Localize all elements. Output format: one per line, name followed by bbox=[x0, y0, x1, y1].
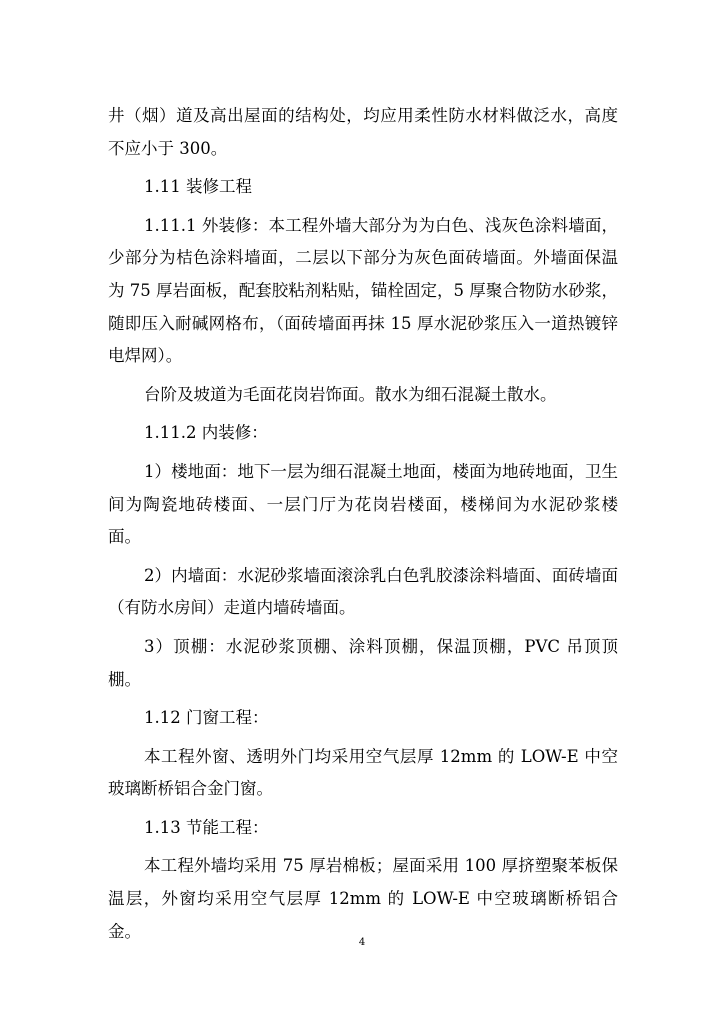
paragraph-doors-windows: 本工程外窗、透明外门均采用空气层厚 12mm 的 LOW-E 中空玻璃断桥铝合金门窗。 bbox=[108, 746, 618, 799]
paragraph-interior-walls: 2）内墙面：水泥砂浆墙面滚涂乳白色乳胶漆涂料墙面、面砖墙面（有防水房间）走道内墙砖墙面。 bbox=[108, 565, 618, 618]
paragraph-exterior-decoration: 1.11.1 外装修：本工程外墙大部分为为白色、浅灰色涂料墙面，少部分为桔色涂料墙面，二层以下部分为灰色面砖墙面。外墙面保温为 75 厚岩面板，配套胶粘剂粘贴，锚栓固定，5 厚聚合物防水砂浆，随即压入耐碱网格布，（面砖墙面再抹 15 厚水泥砂浆压入一道热镀锌电焊网）。 bbox=[108, 215, 618, 366]
body-text bbox=[108, 100, 618, 948]
heading-doors-windows: 1.12 门窗工程： bbox=[144, 708, 269, 728]
paragraph-roof-flashing: 井（烟）道及高出屋面的结构处，均应用柔性防水材料做泛水，高度不应小于 300。 bbox=[108, 106, 618, 158]
paragraph-floors: 1）楼地面：地下一层为细石混凝土地面，楼面为地砖地面，卫生间为陶瓷地砖楼面、一层门厅为花岗岩楼面，楼梯间为水泥砂浆楼面。 bbox=[108, 461, 618, 547]
paragraph-steps-ramps: 台阶及坡道为毛面花岗岩饰面。散水为细石混凝土散水。 bbox=[144, 384, 557, 404]
page-number: 4 bbox=[358, 937, 366, 948]
heading-interior-decoration: 1.11.2 内装修： bbox=[144, 423, 268, 443]
paragraph-ceilings: 3）顶棚：水泥砂浆顶棚、涂料顶棚，保温顶棚，PVC 吊顶顶棚。 bbox=[108, 636, 618, 689]
heading-decoration-works: 1.11 装修工程 bbox=[144, 177, 252, 197]
paragraph-energy-saving: 本工程外墙均采用 75 厚岩棉板；屋面采用 100 厚挤塑聚苯板保温层，外窗均采用空气层厚 12mm 的 LOW-E 中空玻璃断桥铝合金。 bbox=[108, 856, 618, 941]
heading-energy-saving: 1.13 节能工程： bbox=[144, 817, 269, 837]
